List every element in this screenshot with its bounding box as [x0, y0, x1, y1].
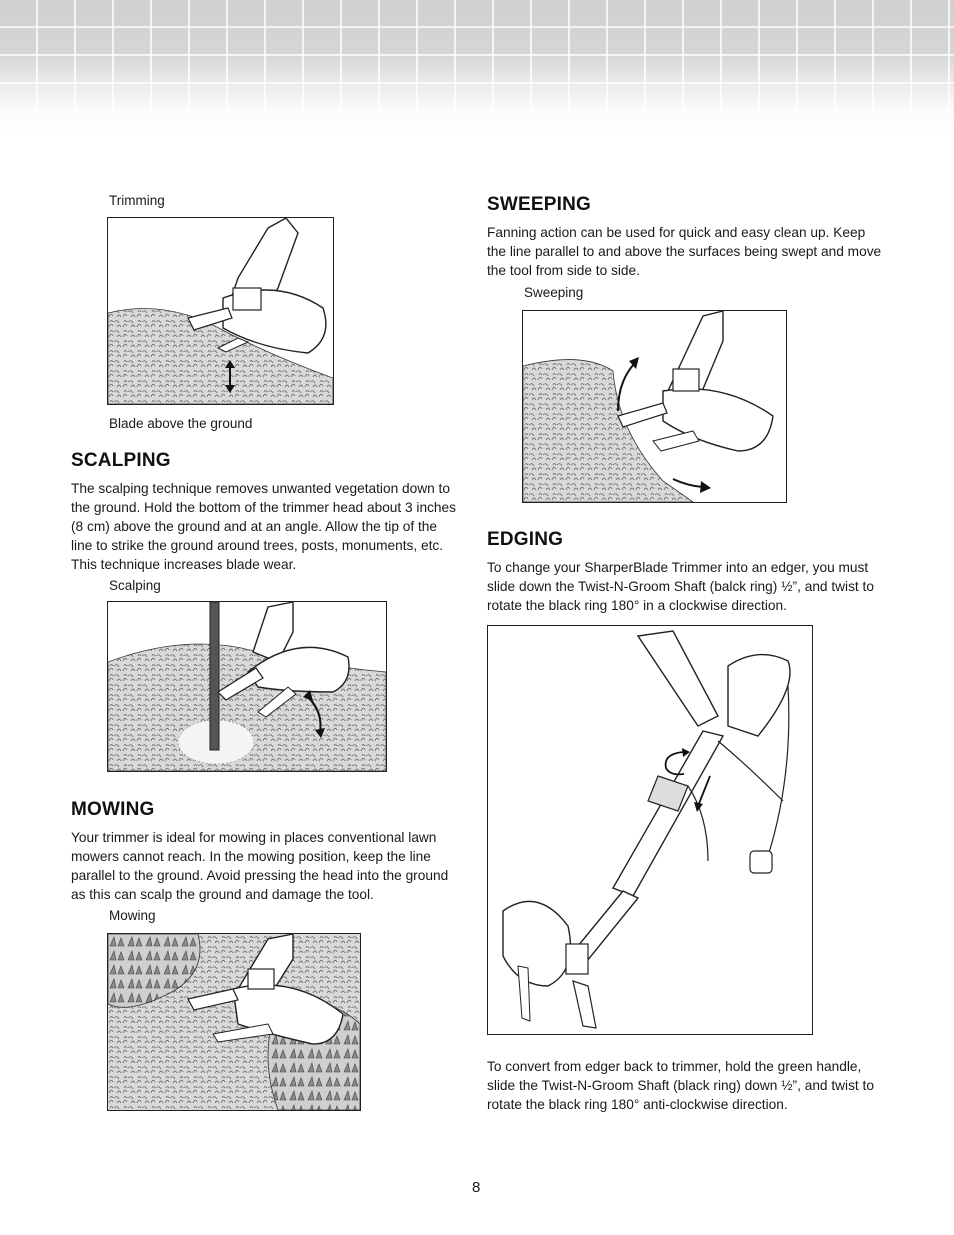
sweeping-illustration [522, 310, 787, 503]
scalping-caption: Scalping [109, 578, 161, 593]
mowing-text: Your trimmer is ideal for mowing in places conventional lawn mowers cannot reach. In the mowing position, keep the line parallel to the ground. Avoid pressing the head into the ground as this can scalp the ground and damage the tool. [71, 830, 449, 902]
scalping-illustration [107, 601, 387, 772]
sweeping-caption: Sweeping [524, 285, 584, 300]
mowing-heading: MOWING [71, 799, 155, 820]
scalping-text: The scalping technique removes unwanted vegetation down to the ground. Hold the bottom of the trimmer head about 3 inches (8 cm) above the ground and at an angle. Allow the tip of the line to strike the ground around trees, posts, monuments, etc. This technique increases blade wear. [71, 481, 457, 572]
mowing-illustration [107, 933, 361, 1111]
page-number: 8 [472, 1179, 481, 1196]
sweeping-heading: SWEEPING [487, 194, 592, 215]
edging-illustration [487, 625, 813, 1035]
trimming-illustration [107, 217, 334, 405]
trimming-caption: Trimming [109, 193, 165, 208]
convert-back-text: To convert from edger back to trimmer, hold the green handle, slide the Twist-N-Groom Shaft (black ring) down ½”, and twist to rotate the black ring 180° anti-clockwise direction. [487, 1059, 874, 1112]
sweeping-text: Fanning action can be used for quick and easy clean up. Keep the line parallel to and above the surfaces being swept and move the tool from side to side. [487, 225, 882, 278]
mowing-caption: Mowing [109, 908, 156, 923]
trimming-subcaption: Blade above the ground [109, 416, 253, 431]
edging-heading: EDGING [487, 529, 564, 550]
scalping-heading: SCALPING [71, 450, 171, 471]
edging-text: To change your SharperBlade Trimmer into an edger, you must slide down the Twist-N-Groom Shaft (balck ring) ½”, and twist to rotate the black ring 180° in a clockwise direction. [487, 560, 874, 613]
header-banner [0, 0, 954, 135]
